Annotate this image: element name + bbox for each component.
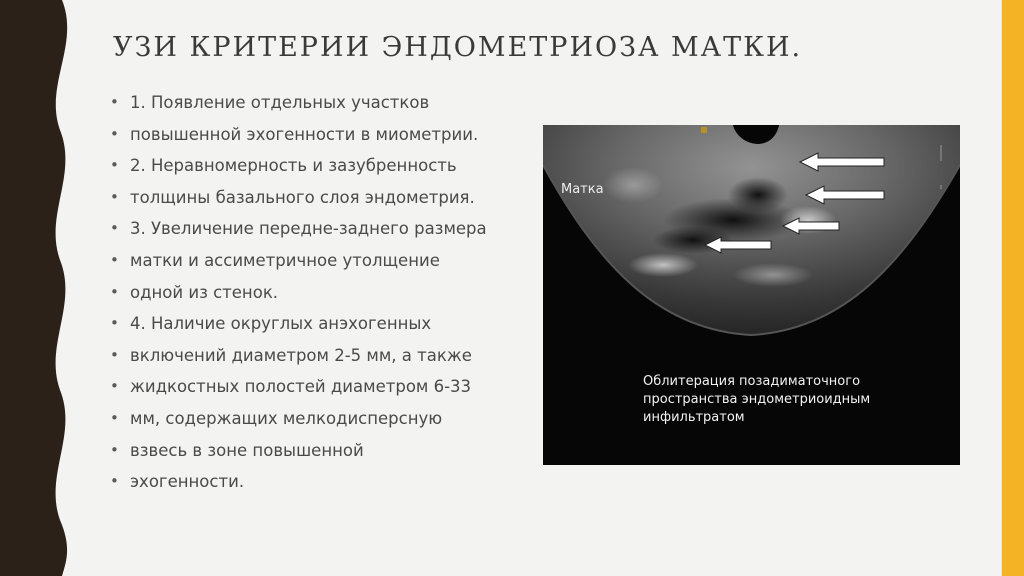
bullet-list (108, 87, 538, 498)
accent-strip (1002, 0, 1024, 576)
bullet-item: • 2. Неравномерность и зазубренность (108, 150, 538, 182)
bullet-item: • 1. Появление отдельных участков (108, 87, 538, 119)
bullet-item: • одной из стенок. (108, 277, 538, 309)
bullet-item: • матки и ассиметричное утолщение (108, 245, 538, 277)
bullet-item: • мм, содержащих мелкодисперсную (108, 403, 538, 435)
bullet-item: • 3. Увеличение передне-заднего размера (108, 213, 538, 245)
bullet-item: • взвесь в зоне повышенной (108, 435, 538, 467)
caption-line: пространства эндометриоидным (643, 392, 871, 407)
bullet-item: • эхогенности. (108, 466, 538, 498)
wavy-border-decoration (0, 0, 80, 576)
bullet-item: • повышенной эхогенности в миометрии. (108, 119, 538, 151)
bullet-item: • 4. Наличие округлых анэхогенных (108, 308, 538, 340)
slide-title: УЗИ КРИТЕРИИ ЭНДОМЕТРИОЗА МАТКИ. (113, 32, 803, 63)
caption-line: инфильтратом (643, 410, 745, 425)
ultrasound-image (543, 125, 960, 465)
ultrasound-caption (643, 373, 903, 427)
uterus-label: Матка (561, 182, 604, 197)
bullet-item: • включений диаметром 2-5 мм, а также (108, 340, 538, 372)
bullet-item: • жидкостных полостей диаметром 6-33 (108, 371, 538, 403)
bullet-item: • толщины базального слоя эндометрия. (108, 182, 538, 214)
caption-line: Облитерация позадиматочного (643, 374, 861, 389)
